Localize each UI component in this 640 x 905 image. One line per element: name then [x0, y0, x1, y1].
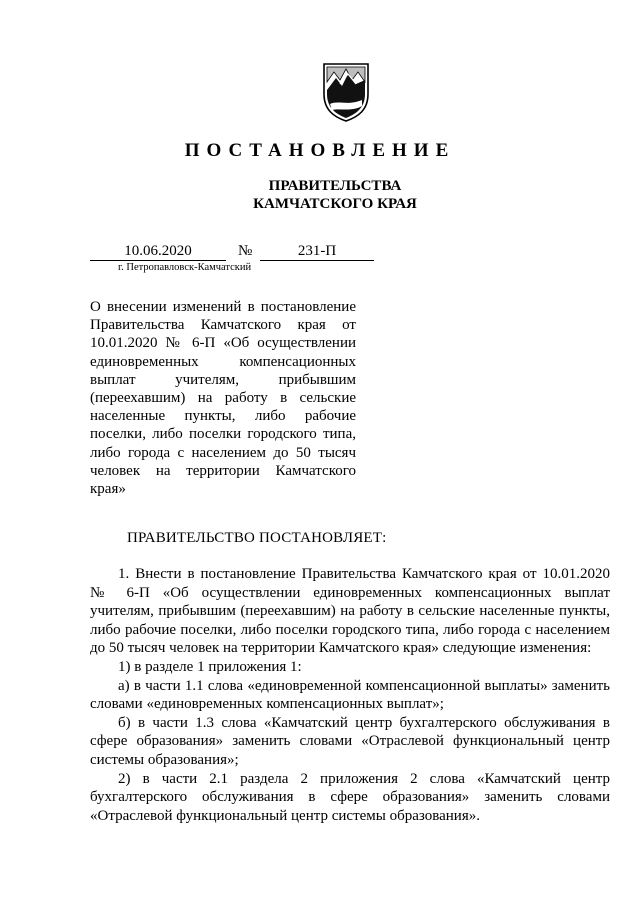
- kamchatka-coat-of-arms-icon: [318, 60, 374, 122]
- issuer-block: [0, 177, 640, 213]
- paragraph-1-1-a: а) в части 1.1 слова «единовременной компенсационной выплаты» заменить словами «единовременных компенсационных выплат»;: [90, 677, 610, 713]
- issuer-line-1: ПРАВИТЕЛЬСТВА: [268, 178, 402, 194]
- city-label: г. Петропавловск-Камчатский: [118, 262, 252, 273]
- paragraph-1-1: 1) в разделе 1 приложения 1:: [118, 658, 302, 675]
- issuer-line-2: КАМЧАТСКОГО КРАЯ: [253, 196, 417, 212]
- paragraph-1-2: 2) в части 2.1 раздела 2 приложения 2 слова «Камчатский центр бухгалтерского обслуживания в сфере образования» заменить словами «Отраслевой функциональный центр системы образования».: [90, 770, 610, 824]
- number-sign: №: [238, 243, 253, 259]
- paragraph-1: 1. Внести в постановление Правительства Камчатского края от 10.01.2020 № 6-П «Об осуществлении единовременных компенсационных выплат учителям, прибывшим (переехавшим) на работу в сельские населенные пункты, либо рабочие поселки, либо поселки городского типа, либо города с населением до 50 тысяч человек на территории Камчатского края» следующие изменения:: [90, 566, 610, 657]
- paragraph-1-1-b: б) в части 1.3 слова «Камчатский центр бухгалтерского обслуживания в сфере образования» заменить словами «Отраслевой функциональный центр системы образования»;: [90, 714, 610, 768]
- document-type-title: ПОСТАНОВЛЕНИЕ: [184, 140, 456, 161]
- document-subject: О внесении изменений в постановление Правительства Камчатского края от 10.01.2020 № 6-П «Об осуществлении единовременных компенсационных выплат учителям, прибывшим (переехавшим) на работу в сельские населенные пункты, либо рабочие поселки, либо поселки городского типа, либо города с населением до 50 тысяч человек на территории Камчатского края»: [90, 299, 356, 498]
- document-number: 231-П: [260, 242, 374, 261]
- document-date: 10.06.2020: [90, 242, 226, 261]
- document-body: [90, 565, 610, 825]
- decree-heading: ПРАВИТЕЛЬСТВО ПОСТАНОВЛЯЕТ:: [127, 530, 387, 546]
